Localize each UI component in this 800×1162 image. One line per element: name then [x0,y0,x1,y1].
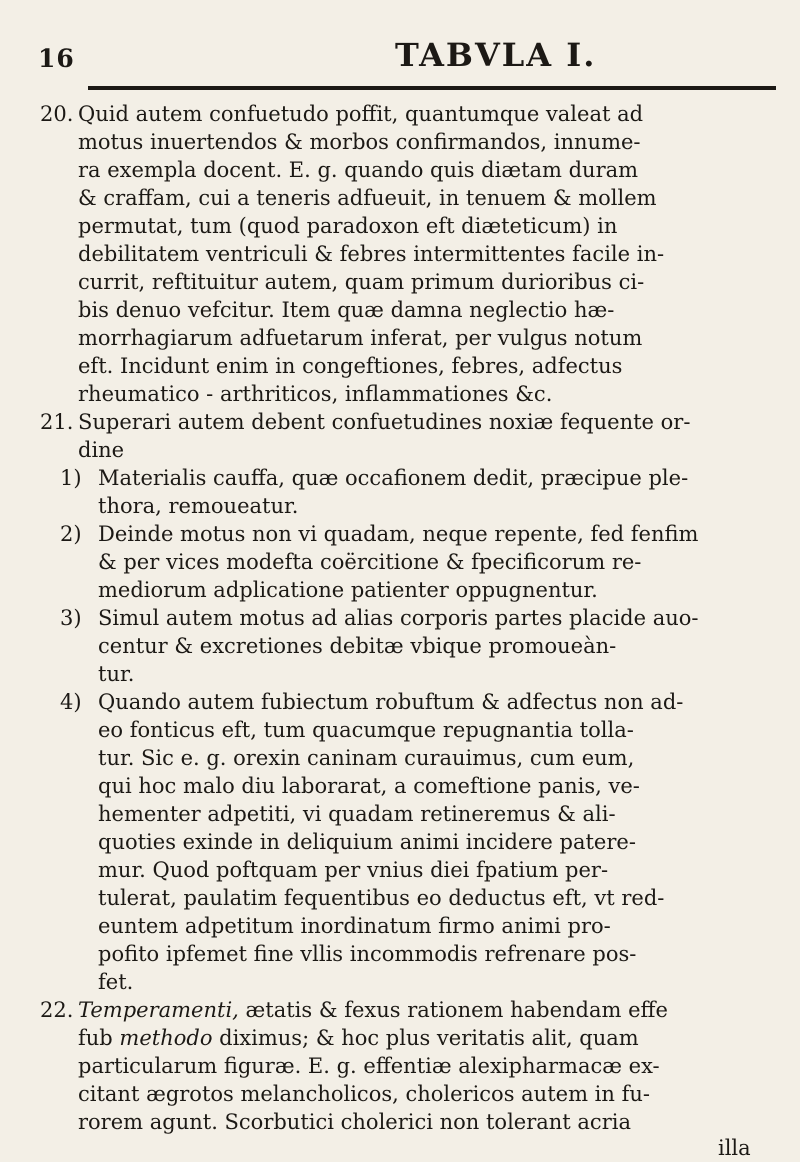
page-header [0,0,800,100]
text-line: & per vices modefta coërcitione & fpecificorum re- [98,550,642,574]
text-line: Materialis cauffa, quæ occafionem dedit, præcipue ple- [98,466,689,490]
text-run: diximus; & hoc plus veritatis alit, quam [212,1026,639,1050]
text-run: ætatis & fexus rationem habendam effe [238,998,668,1022]
text-line: fet. [98,970,134,994]
text-line: euntem adpetitum inordinatum firmo animi pro- [98,914,611,938]
text-line: rheumatico - arthriticos, inflammationes &c. [78,382,553,406]
paragraph-number: 21. [40,410,74,434]
text-line: & craffam, cui a teneris adfueuit, in tenuem & mollem [78,186,657,210]
text-line: mediorum adplicatione patienter oppugnentur. [98,578,598,602]
catchword: illa [718,1136,751,1160]
item-number: 2) [60,522,82,546]
text-line: debilitatem ventriculi & febres intermittentes facile in- [78,242,665,266]
item-number: 3) [60,606,82,630]
text-line: eft. Incidunt enim in congeftiones, febres, adfectus [78,354,623,378]
text-line: rorem agunt. Scorbutici cholerici non tolerant acria [78,1110,631,1134]
text-line: particularum figuræ. E. g. effentiæ alexipharmacæ ex- [78,1054,660,1078]
text-line: centur & excretiones debitæ vbique promoueàn- [98,634,617,658]
text-line: ra exempla docent. E. g. quando quis diætam duram [78,158,639,182]
text-line: tur. Sic e. g. orexin caninam curauimus, cum eum, [98,746,635,770]
text-line: hementer adpetiti, vi quadam retineremus & ali- [98,802,616,826]
text-line: thora, remoueatur. [98,494,299,518]
item-number: 1) [60,466,82,490]
text-line: pofito ipfemet fine vllis incommodis refrenare pos- [98,942,637,966]
text-line: quoties exinde in deliquium animi incidere patere- [98,830,636,854]
text-line: mur. Quod poftquam per vnius diei fpatium per- [98,858,609,882]
text-line: eo fonticus eft, tum quacumque repugnantia tolla- [98,718,634,742]
text-line: currit, reftituitur autem, quam primum durioribus ci- [78,270,645,294]
text-run: fub [78,1026,120,1050]
item-number: 4) [60,690,82,714]
text-line: motus inuertendos & morbos confirmandos, innume- [78,130,641,154]
text-line: dine [78,438,125,462]
header-rule [88,86,776,90]
text-line: morrhagiarum adfuetarum inferat, per vulgus notum [78,326,643,350]
page-number: 16 [38,44,75,73]
paragraph-number: 20. [40,102,74,126]
text-line: permutat, tum (quod paradoxon eft diæteticum) in [78,214,618,238]
text-line [78,996,668,1024]
text-line: tur. [98,662,135,686]
text-line: tulerat, paulatim fequentibus eo deductus eft, vt red- [98,886,665,910]
page-title: TABVLA I. [395,36,597,74]
emphasis-text: methodo [119,1026,213,1050]
paragraph-number: 22. [40,998,74,1022]
text-line [78,1024,639,1052]
text-line: qui hoc malo diu laborarat, a comeftione panis, ve- [98,774,640,798]
text-line: Quando autem fubiectum robuftum & adfectus non ad- [98,690,684,714]
text-line: citant ægrotos melancholicos, cholericos autem in fu- [78,1082,650,1106]
text-line: Deinde motus non vi quadam, neque repente, fed fenfim [98,522,699,546]
text-line: Quid autem confuetudo poffit, quantumque valeat ad [78,102,644,126]
text-line: bis denuo vefcitur. Item quæ damna neglectio hæ- [78,298,615,322]
emphasis-text: Temperamenti, [78,998,239,1022]
text-line: Simul autem motus ad alias corporis partes placide auo- [98,606,699,630]
text-line: Superari autem debent confuetudines noxiæ fequente or- [78,410,691,434]
